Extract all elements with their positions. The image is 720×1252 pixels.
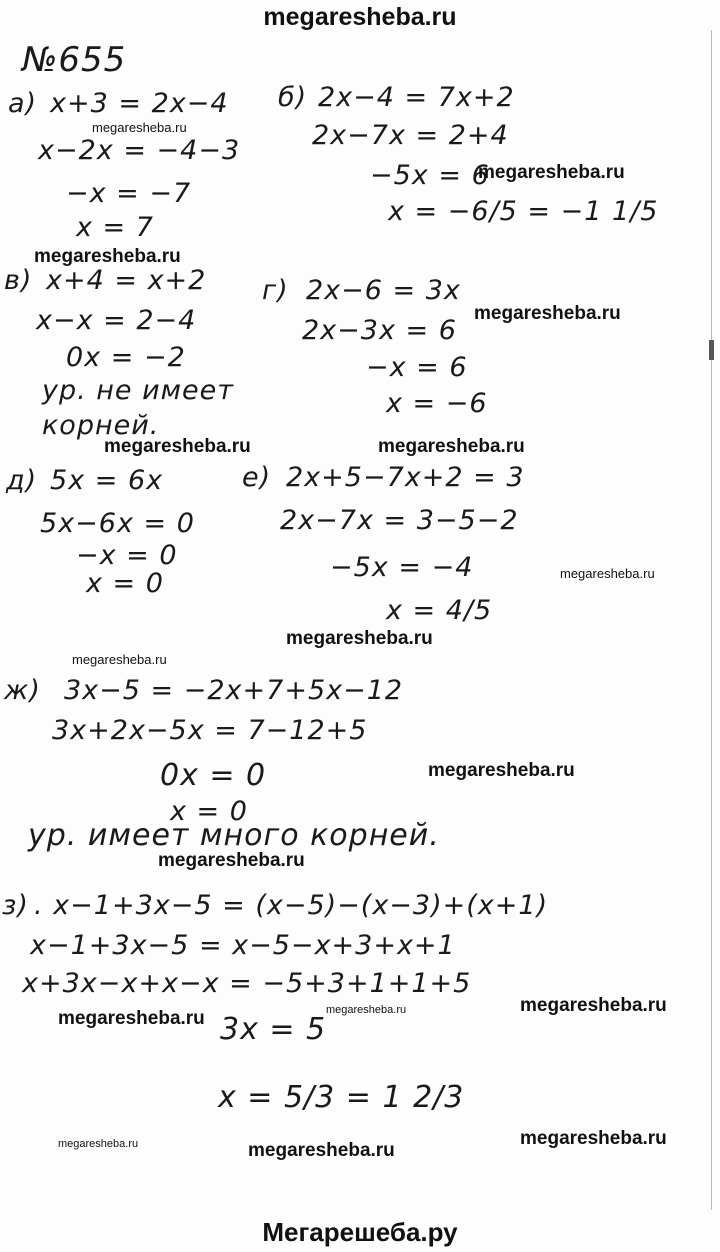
part-zh-label: ж) [4,675,41,706]
part-b-line-2: 2x−7x = 2+4 [312,120,509,151]
part-v-label: в) [4,265,33,296]
part-e-label: е) [242,462,272,493]
watermark-link[interactable]: megaresheba.ru [428,760,575,781]
watermark-link[interactable]: megaresheba.ru [92,120,187,135]
part-g-line-1: 2x−6 = 3x [306,275,461,306]
part-zh-line-4: x = 0 [170,796,248,827]
watermark-link[interactable]: megaresheba.ru [248,1140,395,1161]
part-g-line-3: −x = 6 [366,352,468,383]
part-a-line-3: −x = −7 [66,178,192,209]
watermark-link[interactable]: megaresheba.ru [34,246,181,267]
part-d-line-4: x = 0 [86,568,164,599]
watermark-link[interactable]: megaresheba.ru [520,995,667,1016]
part-v-line-2: x−x = 2−4 [36,305,197,336]
watermark-link[interactable]: megaresheba.ru [478,162,625,183]
part-e-line-2: 2x−7x = 3−5−2 [280,505,519,536]
part-z-line-5: x = 5/3 = 1 2/3 [218,1080,465,1115]
site-footer[interactable]: Мегарешеба.ру [262,1217,458,1247]
part-a-line-4: x = 7 [76,212,154,243]
part-d-label: д) [6,465,38,496]
part-a-label: а) [8,88,38,119]
watermark-link[interactable]: megaresheba.ru [286,628,433,649]
watermark-link[interactable]: megaresheba.ru [58,1008,205,1029]
part-d-line-3: −x = 0 [76,540,178,571]
part-e-line-1: 2x+5−7x+2 = 3 [286,462,525,493]
part-b-line-3: −5x = 6 [370,160,490,191]
part-v-line-1: x+4 = x+2 [46,265,207,296]
watermark-link[interactable]: megaresheba.ru [104,436,251,457]
part-v-line-4: ур. не имеет [42,375,234,406]
part-d-line-1: 5x = 6x [50,465,164,496]
part-z-line-2: x−1+3x−5 = x−5−x+3+x+1 [30,930,456,961]
part-z-line-1: . x−1+3x−5 = (x−5)−(x−3)+(x+1) [34,890,549,921]
watermark-link[interactable]: megaresheba.ru [72,652,167,667]
part-e-line-3: −5x = −4 [330,552,474,583]
page-edge-line [711,30,712,1210]
part-zh-line-3: 0x = 0 [160,758,267,793]
watermark-link[interactable]: megaresheba.ru [520,1128,667,1149]
part-z-label: з) [2,890,29,921]
part-a-line-2: x−2x = −4−3 [38,135,241,166]
part-z-line-4: 3x = 5 [220,1012,327,1047]
part-v-line-5: корней. [42,410,160,441]
part-b-line-1: 2x−4 = 7x+2 [318,82,515,113]
part-d-line-2: 5x−6x = 0 [40,508,195,539]
part-g-line-2: 2x−3x = 6 [302,315,457,346]
watermark-link[interactable]: megaresheba.ru [326,1004,407,1016]
part-b-line-4: x = −6/5 = −1 1/5 [388,196,659,227]
part-b-label: б) [278,82,308,113]
part-g-line-4: x = −6 [386,388,488,419]
part-zh-line-5: ур. имеет много корней. [28,818,440,853]
watermark-link[interactable]: megaresheba.ru [58,1138,139,1150]
part-g-label: г) [262,275,289,306]
watermark-link[interactable]: megaresheba.ru [474,303,621,324]
watermark-link[interactable]: megaresheba.ru [560,566,655,581]
watermark-link[interactable]: megaresheba.ru [158,850,305,871]
part-z-line-3: x+3x−x+x−x = −5+3+1+1+5 [22,968,472,999]
part-a-line-1: x+3 = 2x−4 [50,88,229,119]
edge-tick [709,340,714,360]
part-v-line-3: 0x = −2 [66,342,186,373]
part-zh-line-2: 3x+2x−5x = 7−12+5 [52,715,368,746]
watermark-link[interactable]: megaresheba.ru [378,436,525,457]
part-zh-line-1: 3x−5 = −2x+7+5x−12 [64,675,404,706]
problem-number: №655 [22,40,127,80]
site-header[interactable]: megaresheba.ru [263,3,457,31]
part-e-line-4: x = 4/5 [386,595,493,626]
